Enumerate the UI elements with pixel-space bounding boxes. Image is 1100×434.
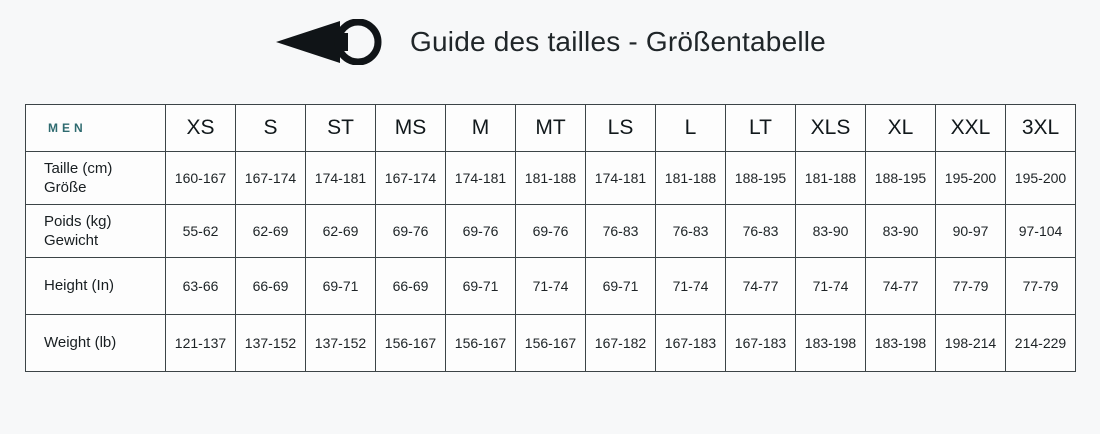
cell: 137-152 [236,315,306,372]
column-header-s: S [236,105,306,152]
column-header-xxl: XXL [936,105,1006,152]
cell: 77-79 [936,258,1006,315]
row-label-weight-lb [26,315,166,372]
column-header-ms: MS [376,105,446,152]
cell: 76-83 [726,205,796,258]
column-header-st: ST [306,105,376,152]
column-header-m: M [446,105,516,152]
cell: 69-71 [306,258,376,315]
cell: 181-188 [796,152,866,205]
row-label-line1: Taille (cm) [44,159,113,177]
size-table-container [25,104,1075,372]
row-label-line1: Height (In) [44,277,115,295]
row-label-line2: Größe [44,179,87,196]
page-header [0,0,1100,70]
row-label-line1: Weight (lb) [44,334,117,352]
cell: 97-104 [1006,205,1076,258]
cell: 83-90 [866,205,936,258]
cell: 167-183 [656,315,726,372]
cell: 167-183 [726,315,796,372]
cell: 137-152 [306,315,376,372]
column-header-xs: XS [166,105,236,152]
cell: 76-83 [656,205,726,258]
table-header-row [26,105,1076,152]
column-header-l: L [656,105,726,152]
row-label-height-in [26,258,166,315]
cell: 69-71 [586,258,656,315]
column-header-xls: XLS [796,105,866,152]
cell: 183-198 [866,315,936,372]
column-header-mt: MT [516,105,586,152]
cell: 69-76 [446,205,516,258]
cell: 188-195 [726,152,796,205]
cell: 156-167 [376,315,446,372]
cell: 69-71 [446,258,516,315]
cell: 74-77 [726,258,796,315]
row-label-height-cm [26,152,166,205]
table-row [26,258,1076,315]
cell: 195-200 [936,152,1006,205]
cell: 76-83 [586,205,656,258]
cell: 121-137 [166,315,236,372]
cell: 69-76 [376,205,446,258]
cell: 174-181 [446,152,516,205]
cell: 74-77 [866,258,936,315]
cell: 174-181 [306,152,376,205]
column-header-ls: LS [586,105,656,152]
cell: 156-167 [446,315,516,372]
cell: 77-79 [1006,258,1076,315]
size-table [25,104,1076,372]
cell: 71-74 [656,258,726,315]
table-corner-label: MEN [26,105,166,152]
cell: 195-200 [1006,152,1076,205]
column-header-xl: XL [866,105,936,152]
row-label-weight-kg [26,205,166,258]
table-row [26,315,1076,372]
page-title: Guide des tailles - Größentabelle [410,26,826,57]
cell: 55-62 [166,205,236,258]
cell: 198-214 [936,315,1006,372]
cell: 71-74 [516,258,586,315]
cell: 181-188 [656,152,726,205]
cell: 63-66 [166,258,236,315]
row-label-line2: Gewicht [44,232,99,249]
cell: 83-90 [796,205,866,258]
cell: 69-76 [516,205,586,258]
cell: 167-174 [236,152,306,205]
table-row [26,205,1076,258]
cell: 188-195 [866,152,936,205]
cell: 181-188 [516,152,586,205]
cell: 160-167 [166,152,236,205]
cell: 66-69 [236,258,306,315]
cell: 214-229 [1006,315,1076,372]
cell: 66-69 [376,258,446,315]
arrow-circle-logo-icon [274,19,384,65]
cell: 174-181 [586,152,656,205]
cell: 183-198 [796,315,866,372]
cell: 62-69 [236,205,306,258]
column-header-lt: LT [726,105,796,152]
cell: 62-69 [306,205,376,258]
cell: 156-167 [516,315,586,372]
cell: 90-97 [936,205,1006,258]
cell: 167-182 [586,315,656,372]
cell: 167-174 [376,152,446,205]
row-label-line1: Poids (kg) [44,212,112,230]
column-header-3xl: 3XL [1006,105,1076,152]
cell: 71-74 [796,258,866,315]
table-row [26,152,1076,205]
